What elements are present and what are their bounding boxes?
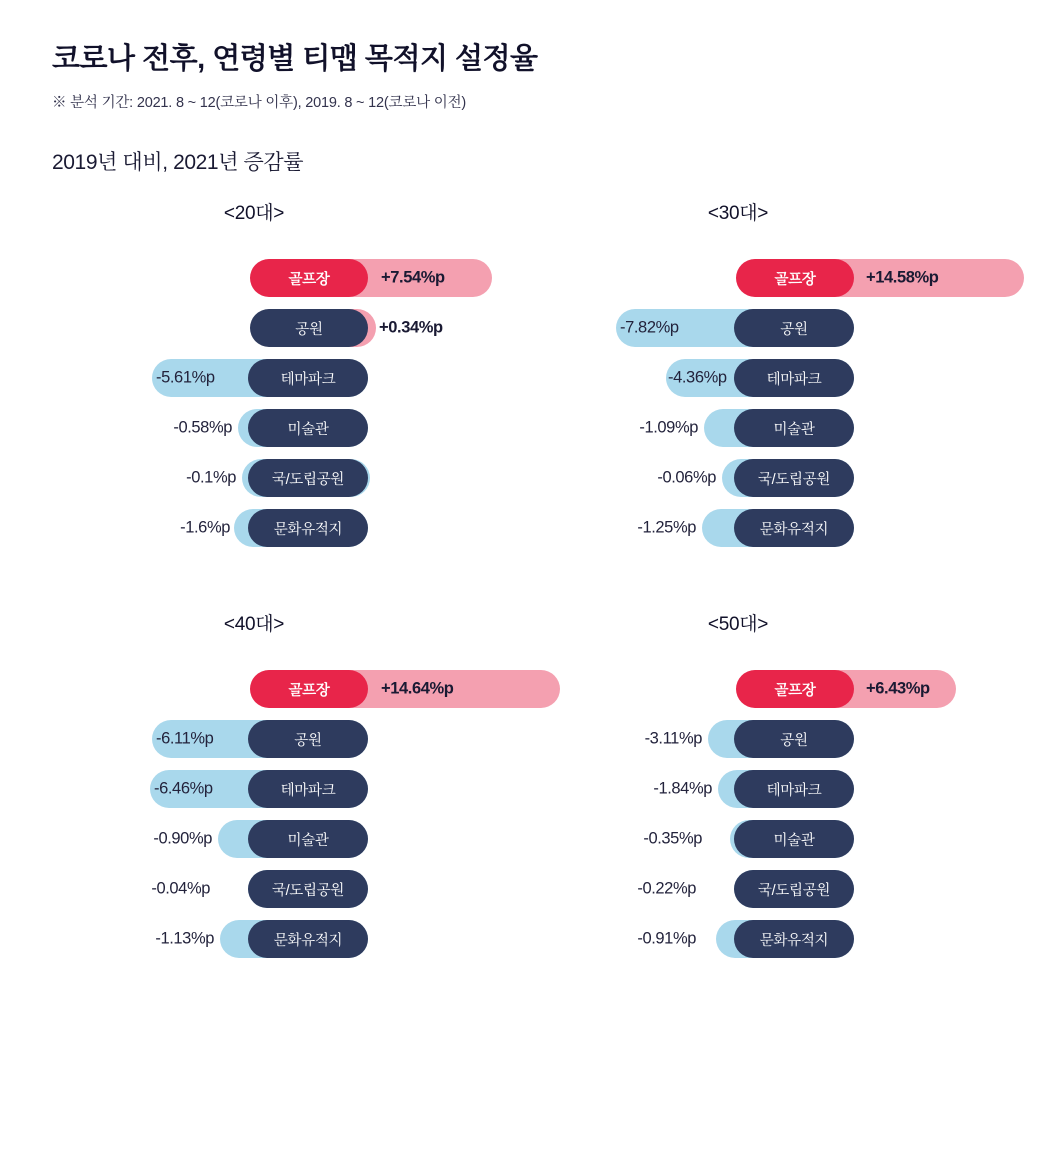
value-label: -5.61%p <box>156 368 215 387</box>
bar-row <box>52 814 536 864</box>
value-label: -0.58%p <box>173 418 232 437</box>
category-pill: 테마파크 <box>248 770 368 808</box>
category-pill: 국/도립공원 <box>248 870 368 908</box>
category-pill: 미술관 <box>248 409 368 447</box>
bar-row <box>536 503 1020 553</box>
category-pill: 골프장 <box>250 670 368 708</box>
bar-row <box>52 914 536 964</box>
value-label: -6.11%p <box>156 729 214 748</box>
bar-row <box>52 714 536 764</box>
value-label: +14.64%p <box>381 679 454 698</box>
bar-row <box>536 253 1020 303</box>
bar-row <box>536 814 1020 864</box>
category-pill: 골프장 <box>736 670 854 708</box>
panel-title: <20대> <box>223 203 285 224</box>
value-label: -1.09%p <box>639 418 698 437</box>
section-label: 2019년 대비, 2021년 증감률 <box>52 151 304 174</box>
value-label: -0.1%p <box>186 468 236 487</box>
value-label: +14.58%p <box>866 268 939 287</box>
panel-title: <30대> <box>707 203 769 224</box>
value-label: -1.6%p <box>180 518 230 537</box>
category-pill: 국/도립공원 <box>734 870 854 908</box>
category-pill: 공원 <box>734 720 854 758</box>
bar-row <box>536 453 1020 503</box>
bar-row <box>536 403 1020 453</box>
category-pill: 문화유적지 <box>734 920 854 958</box>
value-label: -0.22%p <box>637 879 696 898</box>
category-pill: 공원 <box>734 309 854 347</box>
value-label: -0.04%p <box>151 879 210 898</box>
category-pill: 문화유적지 <box>248 509 368 547</box>
category-pill: 테마파크 <box>248 359 368 397</box>
analysis-period-note: ※ 분석 기간: 2021. 8 ~ 12(코로나 이후), 2019. 8 ~ 12(코로나 이전) <box>52 95 467 111</box>
category-pill: 문화유적지 <box>734 509 854 547</box>
bar-row <box>536 764 1020 814</box>
chart-panel-20s <box>52 198 536 553</box>
value-label: -1.84%p <box>653 779 712 798</box>
category-pill: 문화유적지 <box>248 920 368 958</box>
category-pill: 테마파크 <box>734 359 854 397</box>
value-label: -0.06%p <box>657 468 716 487</box>
bar-row <box>52 764 536 814</box>
page-title: 코로나 전후, 연령별 티맵 목적지 설정율 <box>52 43 538 75</box>
bar-rows <box>52 253 536 553</box>
bar-row <box>52 353 536 403</box>
bar-rows <box>536 664 1020 964</box>
category-pill: 미술관 <box>248 820 368 858</box>
value-label: -1.25%p <box>637 518 696 537</box>
value-label: -3.11%p <box>644 729 702 748</box>
bar-rows <box>52 664 536 964</box>
category-pill: 국/도립공원 <box>248 459 368 497</box>
bar-row <box>536 353 1020 403</box>
value-label: -1.13%p <box>155 929 214 948</box>
category-pill: 공원 <box>248 720 368 758</box>
bar-rows <box>536 253 1020 553</box>
panel-title: <40대> <box>223 614 285 635</box>
value-label: -0.90%p <box>153 829 212 848</box>
value-label: +6.43%p <box>866 679 930 698</box>
category-pill: 공원 <box>250 309 368 347</box>
bar-row <box>52 503 536 553</box>
value-label: -6.46%p <box>154 779 213 798</box>
category-pill: 국/도립공원 <box>734 459 854 497</box>
chart-panel-50s <box>536 609 1020 964</box>
bar-row <box>536 664 1020 714</box>
value-label: -0.35%p <box>643 829 702 848</box>
category-pill: 미술관 <box>734 820 854 858</box>
category-pill: 미술관 <box>734 409 854 447</box>
bar-row <box>52 303 536 353</box>
chart-grid <box>52 198 1008 964</box>
bar-row <box>52 403 536 453</box>
bar-row <box>536 303 1020 353</box>
category-pill: 골프장 <box>250 259 368 297</box>
bar-row <box>52 864 536 914</box>
value-label: -4.36%p <box>668 368 727 387</box>
panel-title: <50대> <box>707 614 769 635</box>
chart-panel-30s <box>536 198 1020 553</box>
category-pill: 테마파크 <box>734 770 854 808</box>
bar-row <box>52 664 536 714</box>
chart-panel-40s <box>52 609 536 964</box>
value-label: -7.82%p <box>620 318 679 337</box>
value-label: +7.54%p <box>381 268 445 287</box>
bar-row <box>52 253 536 303</box>
category-pill: 골프장 <box>736 259 854 297</box>
bar-row <box>52 453 536 503</box>
bar-row <box>536 864 1020 914</box>
bar-row <box>536 914 1020 964</box>
bar-row <box>536 714 1020 764</box>
value-label: -0.91%p <box>637 929 696 948</box>
value-label: +0.34%p <box>379 318 443 337</box>
